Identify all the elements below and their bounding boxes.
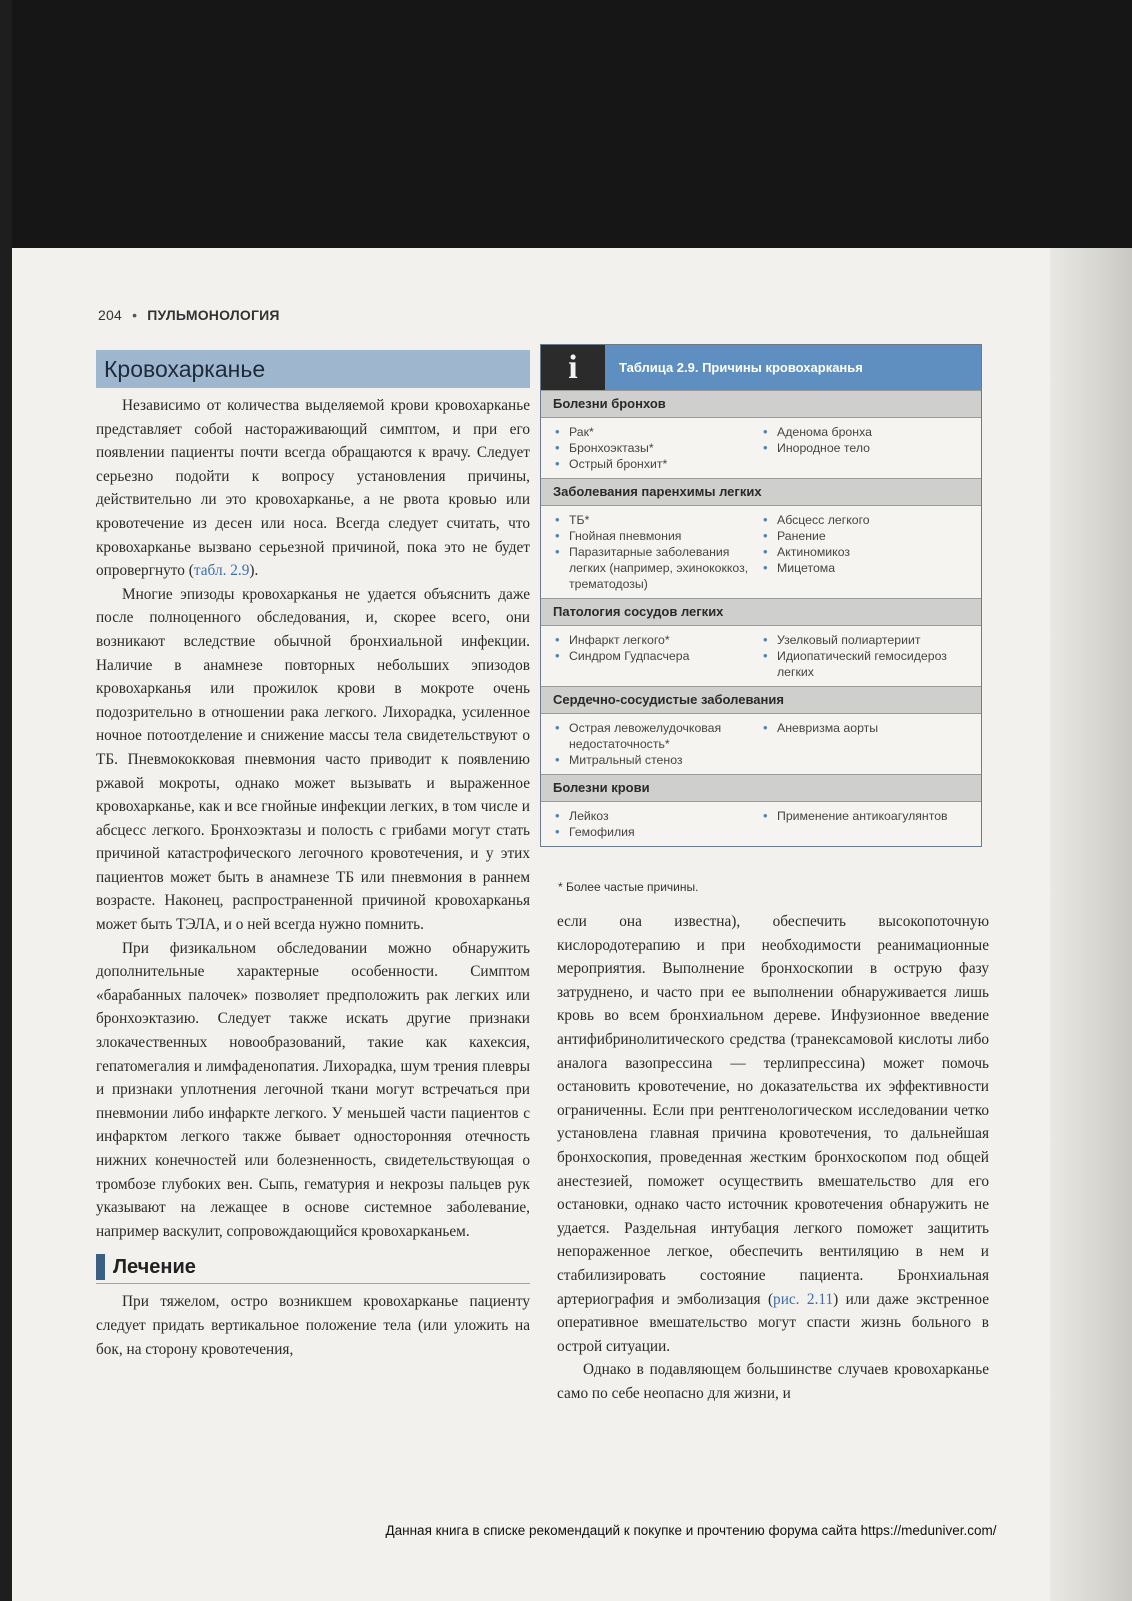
table-group-body [541, 801, 981, 846]
cause-item: • Рак* [555, 424, 763, 440]
cause-list [555, 632, 763, 664]
cause-item: • Актиномикоз [763, 544, 971, 560]
table-header [541, 345, 981, 390]
table-group-column-left [555, 424, 763, 472]
table-group-body [541, 625, 981, 686]
scan-dark-border [0, 0, 1132, 248]
cause-item: • Инородное тело [763, 440, 971, 456]
cause-item: • Острый бронхит* [555, 456, 763, 472]
info-icon: i [541, 345, 605, 390]
cause-list [763, 632, 971, 680]
cause-list [763, 720, 971, 736]
table-title: Таблица 2.9. Причины кровохарканья [619, 360, 863, 375]
cause-list [763, 512, 971, 576]
page-number: 204 [98, 307, 122, 323]
table-group-column-left [555, 808, 763, 840]
cause-item: • Острая левожелудочковая недостаточность* [555, 720, 763, 752]
cause-item: • Ранение [763, 528, 971, 544]
table-group-column-left [555, 632, 763, 680]
running-head-separator: • [132, 307, 138, 323]
running-head [98, 307, 280, 323]
paragraph-2: Многие эпизоды кровохарканья не удается объяснить даже после полноценного обследования, и, скорее всего, они возникают вследствие обычной бронхиальной инфекции. Наличие в анамнезе повторных небольших эпизодов кровохарканья или прожилок крови в мокроте очень подозрительно в отношении рака легкого. Лихорадка, усиленное ночное потоотделение и снижение массы тела свидетельствуют о ТБ. Пневмококковая пневмония часто приводит к появлению ржавой мокроты, однако может вызывать и выраженное кровохарканье, как и все гнойные инфекции легких, в том числе и абсцесс легкого. Бронхоэктазы и полость с грибами могут стать причиной катастрофического легочного кровотечения, и у этих пациентов может быть в анамнезе ТБ или пневмония в раннем возрасте. Наконец, распространенной причиной кровохарканья может быть ТЭЛА, и о ней всегда нужно помнить. [96, 585, 530, 934]
table-group-column-right [763, 512, 971, 592]
paragraph-6: Однако в подавляющем большинстве случаев кровохарканье само по себе неопасно для жизни, и [557, 1361, 989, 1402]
table-group-column-right [763, 424, 971, 472]
cause-list [555, 808, 763, 840]
paragraph-3: При физикальном обследовании можно обнаружить дополнительные характерные особенности. Симптом «барабанных палочек» позволяет предположить рак легких или бронхоэктазию. Следует также искать другие признаки злокачественных новообразований, такие как кахексия, гепатомегалия и лимфаденопатия. Лихорадка, шум трения плевры и признаки уплотнения легочной ткани могут встречаться при пневмонии либо инфаркте легкого. У меньшей части пациентов с инфарктом легкого также бывает односторонняя отечность нижних конечностей или болезненность, свидетельствующая о тромбозе глубоких вен. Сыпь, гематурия и некрозы пальцев рук указывают на лежащее в основе системное заболевание, например васкулит, сопровождающийся кровохарканьем. [96, 939, 530, 1240]
right-column [557, 910, 989, 1405]
table-group-title: Болезни бронхов [541, 390, 981, 417]
table-group-title: Патология сосудов легких [541, 598, 981, 625]
heading-bar-marker [96, 1254, 105, 1280]
figure-reference-link[interactable]: рис. 2.11 [773, 1290, 834, 1308]
treatment-heading-text: Лечение [113, 1255, 196, 1278]
table-group-body [541, 713, 981, 774]
table-group-title: Сердечно-сосудистые заболевания [541, 686, 981, 713]
table-groups [541, 390, 981, 846]
cause-list [763, 424, 971, 456]
cause-list [555, 424, 763, 472]
cause-item: • Инфаркт легкого* [555, 632, 763, 648]
table-group-body [541, 417, 981, 478]
cause-item: • Гемофилия [555, 824, 763, 840]
table-group-column-right [763, 720, 971, 768]
table-group-body [541, 505, 981, 598]
causes-table [540, 344, 982, 847]
cause-item: • Синдром Гудпасчера [555, 648, 763, 664]
paragraph-4: При тяжелом, остро возникшем кровохарканье пациенту следует придать вертикальное положение тела (или уложить на бок, на сторону кровотечения, [96, 1293, 530, 1358]
table-group-title: Болезни крови [541, 774, 981, 801]
cause-item: • Узелковый полиартериит [763, 632, 971, 648]
table-group-title: Заболевания паренхимы легких [541, 478, 981, 505]
cause-item: • Лейкоз [555, 808, 763, 824]
cause-item: • Абсцесс легкого [763, 512, 971, 528]
treatment-heading [96, 1251, 530, 1284]
table-group-column-left [555, 512, 763, 592]
paragraph-1: Независимо от количества выделяемой крови кровохарканье представляет собой настораживающий симптом, и при его появлении пациенты почти всегда обращаются к врачу. Следует серьезно подойти к вопросу установления причины, действительно ли это кровохарканье, а не рвота кровью или кровотечение из десен или носа. Всегда следует считать, что кровохарканье вызвано серьезной причиной, пока это не будет опровергнуто (табл. 2.9). [96, 397, 530, 580]
left-column [96, 350, 530, 1361]
cause-item: • Мицетома [763, 560, 971, 576]
cause-list [555, 512, 763, 592]
cause-item: • ТБ* [555, 512, 763, 528]
table-footnote: * Более частые причины. [558, 880, 699, 894]
running-head-section: ПУЛЬМОНОЛОГИЯ [147, 307, 280, 323]
table-reference-link[interactable]: табл. 2.9 [193, 562, 250, 580]
section-title: Кровохарканье [96, 350, 530, 388]
cause-item: • Паразитарные заболевания легких (например, эхинококкоз, трематодозы) [555, 544, 763, 592]
cause-list [555, 720, 763, 768]
cause-item: • Аневризма аорты [763, 720, 971, 736]
table-group-column-right [763, 808, 971, 840]
cause-item: • Гнойная пневмония [555, 528, 763, 544]
cause-item: • Применение антикоагулянтов [763, 808, 971, 824]
table-group-column-left [555, 720, 763, 768]
paragraph-5: если она известна), обеспечить высокопоточную кислородотерапию и при необходимости реанимационные мероприятия. Выполнение бронхоскопии в острую фазу затруднено, и часто при ее выполнении обнаруживается лишь кровь во всем бронхиальном дереве. Инфузионное введение антифибринолитического средства (транексамовой кислоты либо аналога вазопрессина — терлипрессина) может помочь остановить кровотечение, но доказательства их эффективности ограниченны. Если при рентгенологическом исследовании четко установлена главная причина кровотечения, то дальнейшая бронхоскопия, проведенная жестким бронхоскопом под общей анестезией, поможет осуществить вмешательство для его остановки, однако часто источник кровотечения обнаружить не удается. Раздельная интубация легкого поможет защитить непораженное легкое, обеспечить вентиляцию в нем и стабилизировать состояние пациента. Бронхиальная артериография и эмболизация (рис. 2.11) или даже экстренное оперативное вмешательство могут спасти жизнь больного в острой ситуации. [557, 913, 989, 1355]
bottom-note: Данная книга в списке рекомендаций к покупке и прочтению форума сайта https://meduniver.com/ [385, 1523, 997, 1538]
cause-item: • Митральный стеноз [555, 752, 763, 768]
page-fold-shadow [1050, 248, 1132, 1601]
cause-item: • Бронхоэктазы* [555, 440, 763, 456]
scan-left-edge [0, 0, 12, 1601]
cause-list [763, 808, 971, 824]
table-group-column-right [763, 632, 971, 680]
cause-item: • Идиопатический гемосидероз легких [763, 648, 971, 680]
cause-item: • Аденома бронха [763, 424, 971, 440]
